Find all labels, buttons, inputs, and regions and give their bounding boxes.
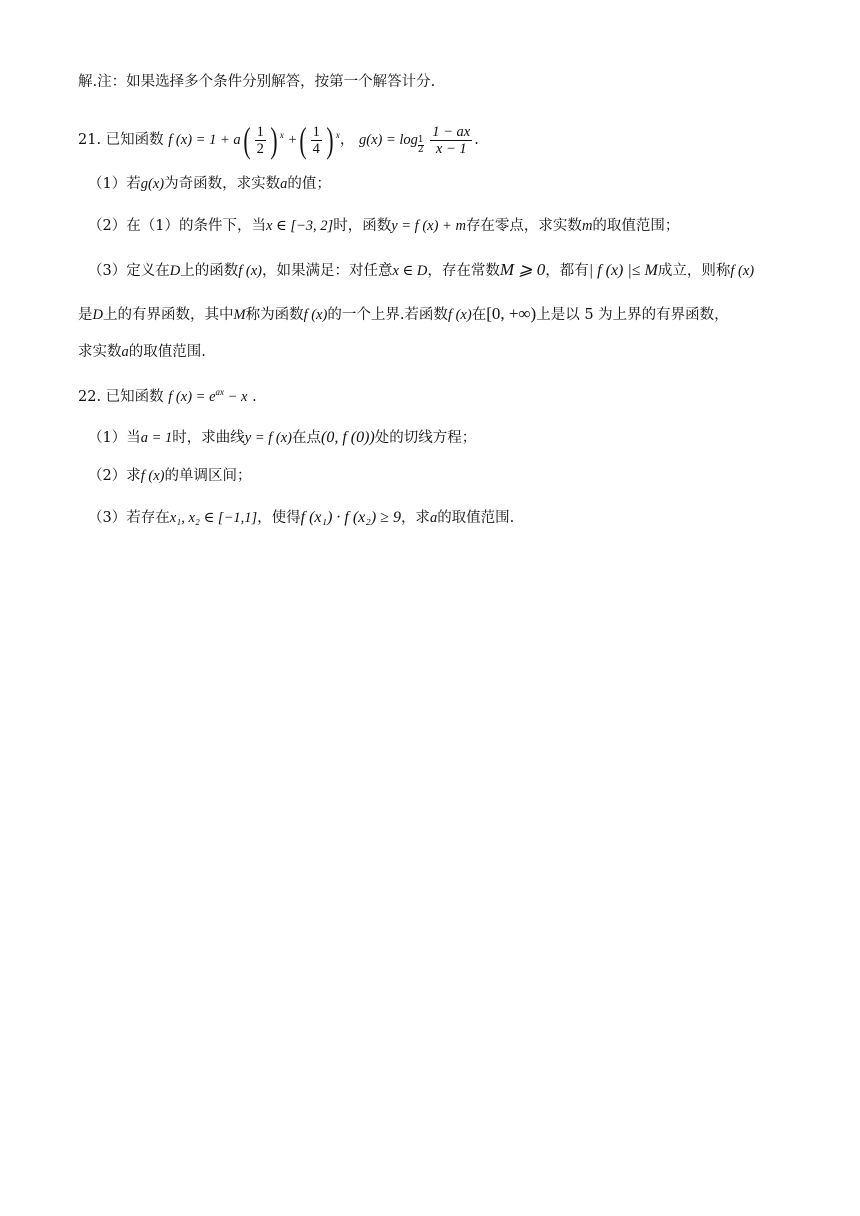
q21-p3-l3-b: 的取值范围. <box>128 344 206 360</box>
q21-p3-l2-e: 在 <box>471 307 487 323</box>
q22-p1-cond: a = 1 <box>140 430 173 446</box>
q21-p1-text-c: 的值； <box>287 176 331 192</box>
q21-number: 21. <box>78 132 102 148</box>
q21-p2-text-c: 存在零点，求实数 <box>465 218 582 234</box>
q22-p3-vars: x₁, x₂ ∈ [−1,1] <box>169 510 258 526</box>
note-line <box>78 72 435 92</box>
q22-p2-b: 的单调区间； <box>164 468 252 484</box>
q21-p3-xD: x ∈ D <box>392 263 428 279</box>
q21-p3-l2-fx: f (x) <box>303 307 328 323</box>
comma: ， <box>339 132 355 148</box>
q22-f-def: f (x) = e <box>168 388 216 405</box>
exp-x-1: x <box>279 130 284 141</box>
q22-p3-var: a <box>429 510 438 526</box>
q22-part2 <box>88 466 251 486</box>
q21-p2-text-b: 时，函数 <box>333 218 392 234</box>
q21-p1-g: g(x) <box>140 176 165 192</box>
q22-intro: 已知函数 <box>105 388 164 405</box>
q21-p3-text-a: （3）定义在 <box>88 263 170 279</box>
q21-p1-text-a: （1）若 <box>88 176 141 192</box>
q21-p2-x: x ∈ [−3, 2] <box>265 218 334 234</box>
q22-p3-ineq: f (x₁) · f (x₂) ≥ 9 <box>300 509 401 526</box>
q21-p1-text-b: 为奇函数，求实数 <box>164 176 281 192</box>
frac-quarter: $\frac{1}{4}$ <box>312 123 320 157</box>
q21-p3-l2-b: 上的有界函数，其中 <box>102 307 234 323</box>
q21-p3-l2-d: 的一个上界.若函数 <box>327 307 448 323</box>
g-fraction: $\frac{1 - ax}{x - 1}$ <box>432 123 471 157</box>
q21-part3-line1 <box>88 260 754 281</box>
q22-p1-pt: (0, f (0)) <box>321 429 375 446</box>
q22-p3-a: （3）若存在 <box>88 510 170 526</box>
q22-number: 22. <box>78 388 102 405</box>
q22-p2-fx: f (x) <box>140 468 165 484</box>
q21-p3-fx: f (x) <box>238 263 262 279</box>
q21-part1 <box>88 174 331 194</box>
q21-p2-text-d: 的取值范围； <box>592 218 680 234</box>
q22-part1 <box>88 428 476 448</box>
q22-p3-d: 的取值范围. <box>437 510 515 526</box>
paren-close-2: ) <box>326 120 334 160</box>
q22-p3-b: ，使得 <box>257 510 301 526</box>
exp-x-2: x <box>335 130 340 141</box>
q21-p1-var: a <box>280 176 288 192</box>
q21-part3-line2 <box>78 304 729 325</box>
q22-p2-a: （2）求 <box>88 468 141 484</box>
q22-header <box>78 382 257 407</box>
frac-half: $\frac{1}{2}$ <box>256 123 264 157</box>
q22-p1-b: 时，求曲线 <box>172 430 245 446</box>
log-base: $\frac{1}{2}$ <box>417 135 424 155</box>
q21-p3-text-f: 成立，则称 <box>657 263 731 279</box>
q21-p2-y: y = f (x) + m <box>391 218 466 234</box>
q22-period: . <box>252 388 257 405</box>
q21-part2 <box>88 216 679 236</box>
q22-p1-y: y = f (x) <box>244 430 292 446</box>
q21-p3-fx2: f (x) <box>730 263 755 279</box>
note-text: 解.注：如果选择多个条件分别解答，按第一个解答计分. <box>78 74 436 90</box>
q21-p2-m: m <box>581 218 593 234</box>
paren-open: ( <box>243 120 251 160</box>
q21-intro: 已知函数 <box>105 132 164 148</box>
q21-p3-text-e: ，都有 <box>545 263 589 279</box>
q21-p3-l2-a: 是 <box>78 307 93 323</box>
q22-p3-c: ，求 <box>400 510 430 526</box>
q21-p3-D: D <box>169 263 181 279</box>
q21-p3-text-c: ，如果满足：对任意 <box>261 263 393 279</box>
plus-sign: + <box>288 132 297 148</box>
q21-p3-l2-M: M <box>233 307 246 323</box>
q22-p1-d: 处的切线方程； <box>374 430 477 446</box>
q22-part3 <box>88 508 514 528</box>
q21-p2-text-a: （2）在（1）的条件下，当 <box>88 218 266 234</box>
q21-p3-text-b: 上的函数 <box>180 263 239 279</box>
q21-p3-l2-c: 称为函数 <box>245 307 304 323</box>
q21-p3-l2-interval: [0, +∞) <box>486 304 537 323</box>
paren-close: ) <box>270 120 278 160</box>
q21-p3-text-d: ，存在常数 <box>427 263 500 279</box>
q22-f-tail: − x <box>224 388 248 405</box>
q21-p3-abs: | f (x) |≤ M <box>588 262 658 279</box>
q21-p3-l3-var: a <box>121 344 129 360</box>
q21-p3-l2-D: D <box>92 307 103 323</box>
q21-p3-M: M ⩾ 0 <box>499 260 546 279</box>
q22-p1-a: （1）当 <box>88 430 141 446</box>
q21-part3-line3 <box>78 342 206 362</box>
q21-p3-l2-f: 上是以 5 为上界的有界函数， <box>536 307 729 323</box>
q22-exp: ax <box>215 387 224 397</box>
q21-p3-l2-fx2: f (x) <box>447 307 472 323</box>
q21-p3-l3-a: 求实数 <box>78 344 122 360</box>
paren-open-2: ( <box>299 120 307 160</box>
q21-g-lhs: g(x) = log <box>359 132 418 148</box>
q21-header <box>78 122 479 158</box>
q21-f-lhs: f (x) = 1 + a <box>168 132 241 148</box>
q22-p1-c: 在点 <box>292 430 321 446</box>
period: . <box>474 132 479 148</box>
